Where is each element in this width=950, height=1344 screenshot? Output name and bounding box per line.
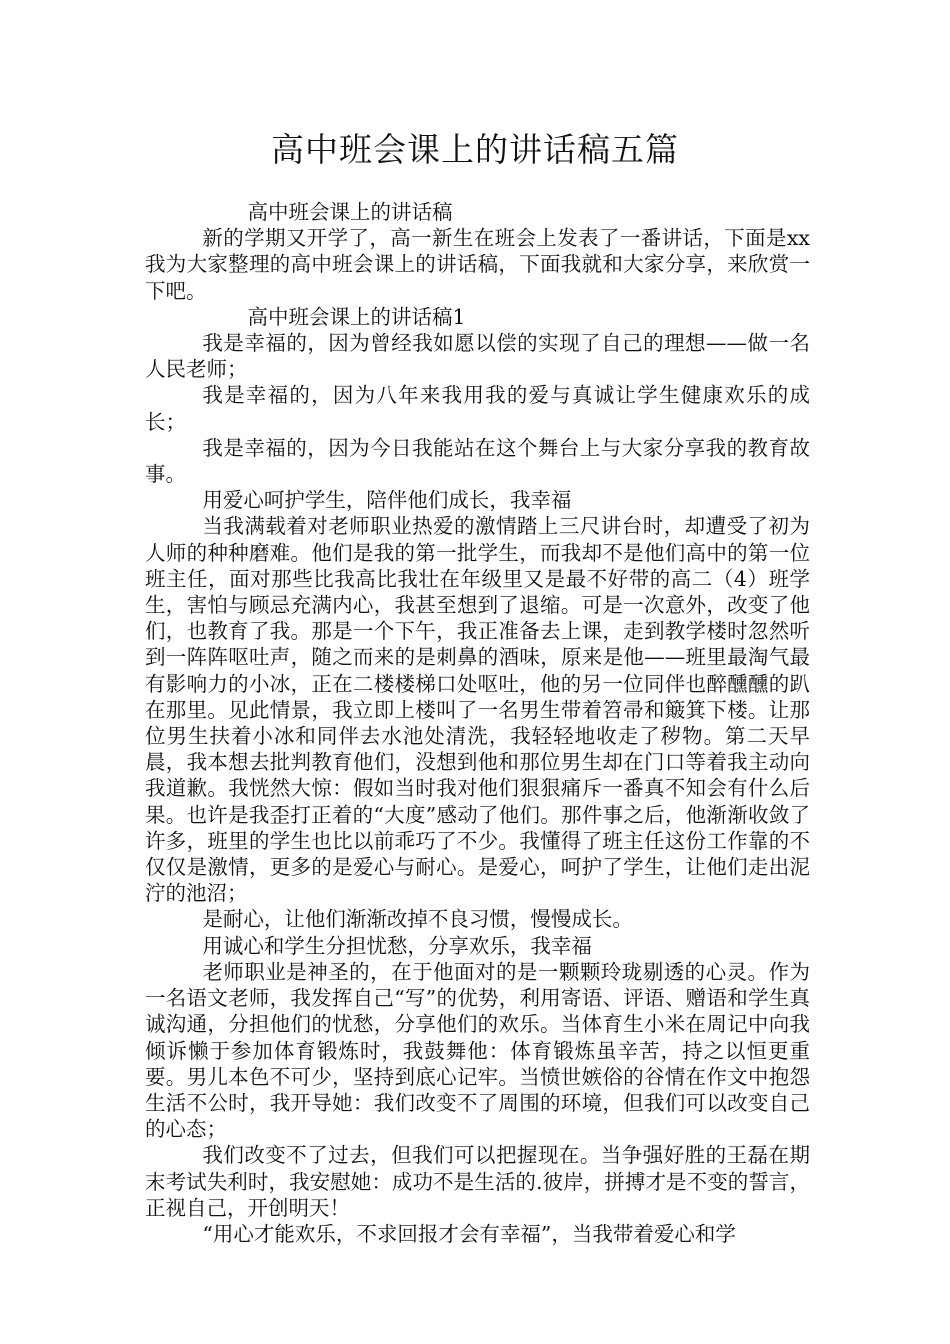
paragraph: 当我满载着对老师职业热爱的激情踏上三尺讲台时，却遭受了初为人师的种种磨难。他们是我的第一批学生，而我却不是他们高中的第一位班主任，面对那些比我高比我壮在年级里又是最不好带的高二（4）班学生，害怕与顾忌充满内心，我甚至想到了退缩。可是一次意外，改变了他们，也教育了我。那是一个下午，我正准备去上课，走到教学楼时忽然听到一阵阵呕吐声，随之而来的是刺鼻的酒味，原来是他——班里最淘气最有影响力的小冰，正在二楼楼梯口处呕吐，他的另一位同伴也醉醺醺的趴在那里。见此情景，我立即上楼叫了一名男生带着笤帚和簸箕下楼。让那位男生扶着小冰和同伴去水池处清洗，我轻轻地收走了秽物。第二天早晨，我本想去批判教育他们，没想到他和那位男生却在门口等着我主动向我道歉。我恍然大惊：假如当时我对他们狠狠痛斥一番真不知会有什么后果。也许是我歪打正着的“大度”感动了他们。那件事之后，他渐渐收敛了许多，班里的学生也比以前乖巧了不少。我懂得了班主任这份工作靠的不仅仅是激情，更多的是爱心与耐心。是爱心，呵护了学生，让他们走出泥泞的池沼；: [145, 514, 810, 906]
paragraph: 我是幸福的，因为八年来我用我的爱与真诚让学生健康欢乐的成长；: [145, 383, 810, 434]
paragraph: 我是幸福的，因为曾经我如愿以偿的实现了自己的理想——做一名人民老师；: [145, 331, 810, 382]
paragraph: 用诚心和学生分担忧愁，分享欢乐，我幸福: [202, 933, 592, 958]
document-title: 高中班会课上的讲话稿五篇: [271, 130, 679, 169]
paragraph: 老师职业是神圣的，在于他面对的是一颗颗玲珑剔透的心灵。作为一名语文老师，我发挥自己“写”的优势，利用寄语、评语、赠语和学生真诚沟通，分担他们的忧愁，分享他们的欢乐。当体育生小米在周记中向我倾诉懒于参加体育锻炼时，我鼓舞他：体育锻炼虽辛苦，持之以恒更重要。男儿本色不可少，坚持到底心记牢。当愤世嫉俗的谷情在作文中抱怨生活不公时，我开导她：我们改变不了周围的环境，但我们可以改变自己的心态；: [145, 959, 810, 1142]
section-heading: 高中班会课上的讲话稿: [247, 200, 453, 224]
paragraph: 我是幸福的，因为今日我能站在这个舞台上与大家分享我的教育故事。: [145, 435, 810, 487]
paragraph: 我们改变不了过去，但我们可以把握现在。当争强好胜的王磊在期末考试失利时，我安慰她：成功不是生活的.彼岸，拼搏才是不变的誓言，正视自己，开创明天！: [145, 1143, 810, 1220]
document-body: [145, 199, 810, 1247]
paragraph: 新的学期又开学了，高一新生在班会上发表了一番讲话，下面是xx我为大家整理的高中班会课上的讲话稿，下面我就和大家分享，来欣赏一下吧。: [145, 226, 810, 303]
paragraph: 用爱心呵护学生，陪伴他们成长，我幸福: [202, 488, 572, 513]
section-heading: 高中班会课上的讲话稿1: [247, 304, 466, 329]
paragraph: “用心才能欢乐，不求回报才会有幸福”，当我带着爱心和学: [202, 1221, 736, 1246]
paragraph: 是耐心，让他们渐渐改掉不良习惯，慢慢成长。: [202, 907, 633, 932]
